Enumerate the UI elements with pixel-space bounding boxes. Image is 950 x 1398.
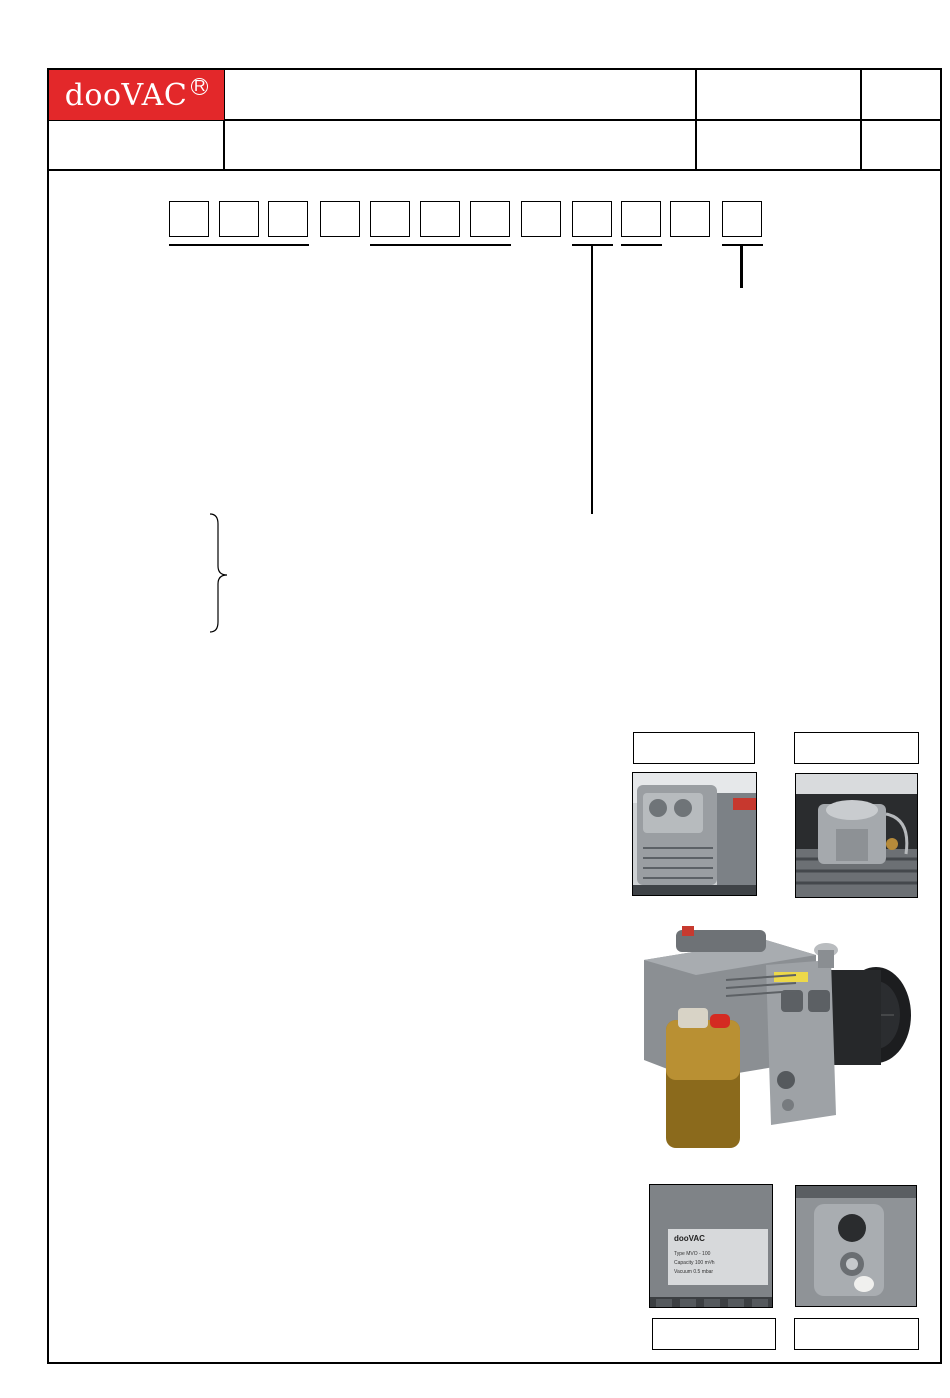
valve-caption-box — [794, 732, 919, 764]
page-cell — [862, 70, 940, 119]
leader-line-long — [591, 246, 593, 514]
code-box-3 — [268, 201, 308, 237]
doc-number-cell — [697, 70, 860, 119]
group-underline-2 — [370, 244, 511, 246]
nameplate-line-2: Capacity 100 m³/h — [674, 1260, 715, 1266]
sight-glass-caption-box — [794, 1318, 919, 1350]
valve-closeup-photo — [795, 773, 918, 898]
nameplate-line-1: Type MVO - 100 — [674, 1251, 711, 1257]
group-underline-4 — [621, 244, 662, 246]
group-underline-1 — [169, 244, 309, 246]
oil-sight-glass-photo — [795, 1185, 917, 1307]
code-box-6 — [420, 201, 460, 237]
sight-glass-illustration — [796, 1186, 917, 1307]
nameplate-illustration — [650, 1185, 773, 1308]
code-box-7 — [470, 201, 510, 237]
code-box-11 — [670, 201, 710, 237]
code-box-9 — [572, 201, 612, 237]
doovac-logo — [49, 70, 224, 120]
code-box-12 — [722, 201, 762, 237]
motor-caption-box — [633, 732, 755, 764]
code-box-2 — [219, 201, 259, 237]
leader-line-short — [740, 246, 743, 288]
curly-brace-icon — [204, 512, 230, 634]
nameplate-brand: dooVAC — [674, 1234, 705, 1243]
nameplate-line-3: Vacuum 0.5 mbar — [674, 1269, 714, 1275]
code-box-4 — [320, 201, 360, 237]
title-cell — [225, 70, 695, 119]
motor-illustration — [633, 773, 757, 896]
nameplate-caption-box — [652, 1318, 776, 1350]
nameplate-photo — [649, 1184, 773, 1308]
document-frame — [47, 68, 942, 1364]
code-box-8 — [521, 201, 561, 237]
registered-mark-icon: R — [191, 78, 208, 95]
pump-main-photo — [636, 920, 918, 1154]
logo-text: dooVAC — [64, 77, 188, 113]
code-box-1 — [169, 201, 209, 237]
pump-illustration — [636, 920, 918, 1154]
code-box-10 — [621, 201, 661, 237]
subtitle-cell — [225, 121, 695, 169]
valve-illustration — [796, 774, 918, 898]
header-divider-2 — [47, 169, 942, 171]
motor-closeup-photo — [632, 772, 757, 896]
code-box-5 — [370, 201, 410, 237]
